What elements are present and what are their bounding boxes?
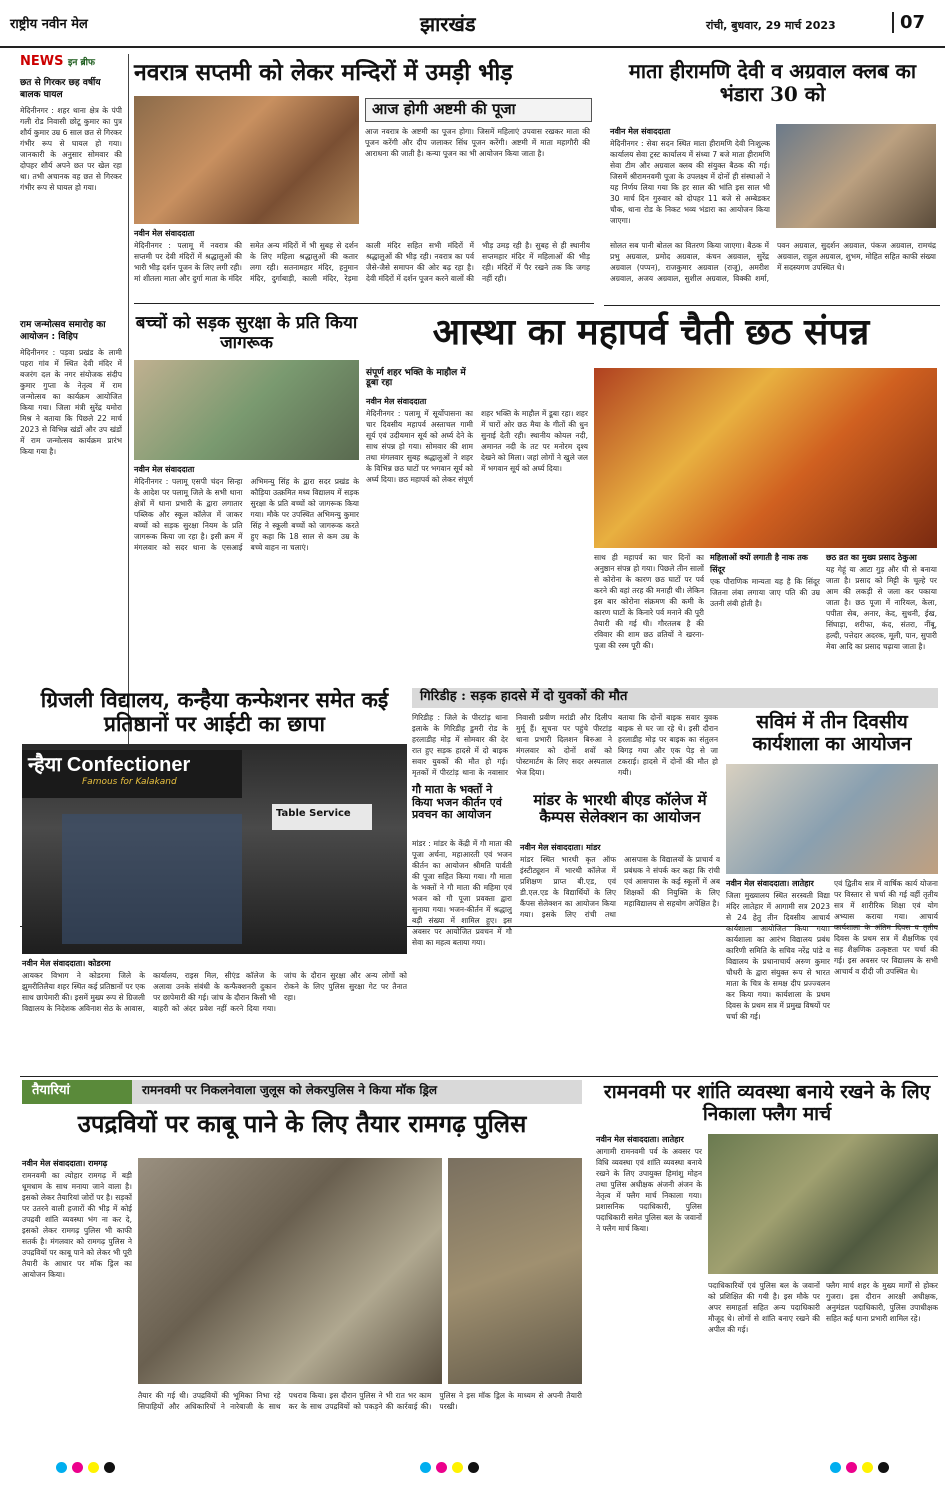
- news-sublabel: इन ब्रीफ: [68, 58, 95, 68]
- divider: [20, 1076, 938, 1077]
- ramgarh-body-2: तैयार की गई थी। उपद्रवियों की भूमिका निभा रहे सिपाहियों और अधिकारियों ने नारेबाजी के साथ पथराव किया। इस दौरान पुलिस ने भी रात भर काम कर के साथ उपद्रवियों को पकड़ने की कार्रवाई की। पुलिस ने इस मॉक ड्रिल के माध्यम से अपनी तैयारी परखी।: [138, 1391, 582, 1411]
- giridih-body: गिरिडीह : जिले के पीरटांड़ थाना इलाके के गिरिडीह डुमरी रोड के हरलाडीह मोड़ में सोमवार की देर रात हुए सड़क हादसे में दो बाइक सवार युवकों की मौत हो गई। मृतकों में पीरटांड़ थाना के नवासार निवासी प्रवीण मरांडी और दिलीप मुर्मू हैं। सूचना पर पहुंचे पीरटांड़ थाना प्रभारी दिलशन बिरुआ ने मंगलवार को दोनों शवों को पोस्टमार्टम के लिए सदर अस्पताल भेज दिया।: [412, 713, 612, 777]
- ramgarh-body: रामनवमी का त्योहार रामगढ़ में बड़ी धूमधाम के साथ मनाया जाने वाला है। इसको लेकर तैयारियां जोरों पर है। सड़कों पर उतरने वाली हजारों की भीड़ में कोई उपद्रवी शांति व्यवस्था भंग ना कर दे, इसको लेकर रामगढ़ पुलिस भी काफी सतर्क है। मंगलवार को रामगढ़ पुलिस ने उपद्रवियों पर काबू पाने को लेकर भी पूरी तैयारी के आधार पर मॉक ड्रिल का आयोजन किया।: [22, 1171, 132, 1279]
- navratri-headline: नवरात्र सप्तमी को लेकर मन्दिरों में उमड़ी भीड़: [134, 59, 513, 86]
- black-mark: [468, 1462, 479, 1473]
- ramgarh-headline: उपद्रवियों पर काबू पाने के लिए तैयार रामगढ़ पुलिस: [77, 1109, 527, 1138]
- chhath-body: मेदिनीनगर : पलामू में सूर्योपासना का चार दिवसीय महापर्व अस्ताचल गामी सूर्य एवं उदीयमान सूर्य को अर्घ्य देने के साथ संपन्न हो गया। सोमवार की शाम तथा मंगलवार सुबह श्रद्धालुओं ने शहर के विभिन्न छठ घाटों पर भगवान सूर्य को अर्घ्य दिया। छठ महापर्व को लेकर संपूर्ण शहर भक्ति के माहौल में डूबा रहा। शहर में चारों ओर छठ मैया के गीतों की धुन सुनाई देती रही। स्थानीय कोयल नदी, अमानत नदी के तट पर मनोरम दृश्य देखने को मिला। जहां लोगों ने खुले जल में भगवान सूर्य को अर्घ्य दिया।: [366, 409, 588, 484]
- magenta-mark: [846, 1462, 857, 1473]
- flag-march-byline: नवीन मेल संवाददाता। लातेहार: [596, 1135, 684, 1144]
- brief-item-1-title: छत से गिरकर छह वर्षीय बालक घायल: [20, 78, 101, 100]
- black-mark: [878, 1462, 889, 1473]
- yellow-mark: [862, 1462, 873, 1473]
- yellow-mark: [88, 1462, 99, 1473]
- magenta-mark: [436, 1462, 447, 1473]
- navratri-byline: नवीन मेल संवाददाता: [134, 229, 195, 238]
- shop-sign: न्हैया Confectioner: [28, 754, 191, 776]
- it-raid-body: आयकर विभाग ने कोडरमा जिले के झुमरीतिलैया शहर स्थित कई प्रतिष्ठानों पर एक साथ छापेमारी की। इसमें मुख्य रूप से ग्रिजली विद्यालय के निदेशक अविनाश सेठ के आवास, कार्यालय, राइस मिल, सीएंड कॉलेज के अलावा उनके संबंधी के कन्फैक्शनरी दुकान पर छापेमारी की गई। जांच के दौरान किसी भी बाहरी को अंदर प्रवेश नहीं करने दिया गया। जांच के दौरान सुरक्षा और अन्य लोगों को रोकने के लिए पुलिस सुरक्षा गेट पर तैनात रहा।: [22, 971, 407, 1013]
- campus-selection-headline: मांडर के भारथी बीएड कॉलेज में कैम्पस सेलेक्शन का आयोजन: [533, 791, 707, 827]
- it-raid-byline: नवीन मेल संवाददाता। कोडरमा: [22, 959, 111, 968]
- road-safety-body: मेदिनीनगर : पलामू एसपी चंदन सिन्हा के आदेश पर पलामू जिले के सभी थाना क्षेत्रों में थाना प्रभारी के द्वारा लगातार पब्लिक और स्कूल कॉलेज में जाकर बच्चों को सड़क सुरक्षा नियम के प्रति जागरूक किया जा रहा है। इसी क्रम में मंगलवार को सदर थाना के एसआई अभिमन्यु सिंह के द्वारा सदर प्रखंड के कौड़िया उत्क्रमित मध्य विद्यालय में सड़क सुरक्षा के प्रति बच्चों को जागरूक किया गया। मौके पर उपस्थित अभिमन्यु कुमार सिंह ने स्कूली बच्चों को जागरूक करते हुए कहा कि 18 साल से कम उम्र के बच्चे वाहन ना चलाएं।: [134, 477, 359, 552]
- flag-march-body-3: फ्लैग मार्च शहर के मुख्य मार्गों से होकर गुजरा। इस दौरान आरक्षी अधीक्षक, अनुमंडल पदाधिकारी, पुलिस उपाधीक्षक सहित कई थाना प्रभारी शामिल रहे।: [826, 1281, 938, 1323]
- giridih-bar: [412, 688, 938, 708]
- gau-mata-body: मांडर : मांडर के केंद्री में गौ माता की पूजा अर्चना, महाआरती एवं भजन कीर्तन का आयोजन श्रीमति पार्वती की पूजा सहित किया गया। गौ माता के भक्तों ने गौ माता की महिमा एवं भजन को गौ पूजा प्रवक्ता द्वारा सुनाया गया। भजन-कीर्तन में श्रद्धालु बड़ी संख्या में शामिल हुए। इस अवसर पर आयोजित प्रवचन में गौ सेवा का महत्व बताया गया।: [412, 839, 512, 947]
- chhath-kicker: संपूर्ण शहर भक्ति के माहौल में डूबा रहा: [366, 368, 466, 389]
- school-children-photo: [134, 360, 359, 460]
- road-safety-headline: बच्चों को सड़क सुरक्षा के प्रति किया जागरूक: [135, 313, 358, 353]
- bhandara-headline: माता हीरामणि देवी व अग्रवाल क्लब का भंडारा 30 को: [628, 59, 917, 106]
- yellow-mark: [452, 1462, 463, 1473]
- glass-window: [62, 814, 242, 944]
- campus-selection-body: मांडर स्थित भारथी कृत ऑफ इंस्टीट्यूशन में भारथी कॉलेज में प्रशिक्षण प्राप्त बी.एड, एवं डी.एल.एड के विद्यार्थियों के लिए कैंपस सेलेक्शन का आयोजन किया गया। इसके लिए रांची तथा आसपास के विद्यालयों के प्राचार्य व प्रबंधक ने संपर्क कर कहा कि रांची एवं आसपास के कई स्कूलों में अब शिक्षकों की नियुक्ति के लिए महाविद्यालय से सहयोग अपेक्षित है।: [520, 855, 720, 919]
- news-label: NEWS: [20, 54, 64, 69]
- sindoor-subhead: महिलाओं क्यों लगाती है नाक तक सिंदूर: [710, 553, 808, 574]
- mock-drill-photo: [138, 1158, 442, 1384]
- mock-drill-strip: [22, 1080, 582, 1104]
- workshop-body: जिला मुख्यालय स्थित सरस्वती विद्या मंदिर लातेहार में आगामी सत्र 2023 से 24 हेतु तीन दिवसीय आचार्य कार्यशाला आयोजित किया गया। कार्यशाला का आरंभ विद्यालय प्रबंध कारिणी समिति के सचिव नरेंद्र पांडे व विद्यालय के प्रधानाचार्य अरुण कुमार चौधरी के द्वारा संयुक्त रूप से भारत माता के चित्र के समक्ष दीप प्रज्ज्वलन कर किया गया। कार्यशाला के प्रथम दिवस के प्रथम सत्र में प्रमुख विषयों पर चर्चा की गई।: [726, 891, 830, 1021]
- ashtami-subhead: आज होगी अष्टमी की पूजा: [372, 100, 516, 118]
- magenta-mark: [72, 1462, 83, 1473]
- ashtami-subhead-box: [365, 98, 592, 122]
- navratri-body: मेदिनीनगर : पलामू में नवरात्र की सप्तमी पर देवी मंदिरों में श्रद्धालुओं की भारी भीड़ दर्शन पूजन के लिए लगी रही। मां शीतला माता और दुर्गा माता के मंदिर समेत अन्य मंदिरों में भी सुबह से दर्शन के लिए महिला श्रद्धालुओं की कतार लगा रही। सतनामहार मंदिर, हनुमान मंदिर, दुर्गाबाड़ी, काली मंदिर, रेड़मा काली मंदिर सहित सभी मंदिरों में श्रद्धालुओं की भीड़ रही। नवरात्र का पर्व जैसे-जैसे समापन की ओर बढ़ रहा है। देवी मंदिरों में दर्शन पूजन करने वालों की भीड़ उमड़ रही है। सुबह से ही स्थानीय सप्तमहार मंदिर में महिलाओं की भीड़ रही। मंदिरों में पैर रखने तक कि जगह नहीं रही।: [134, 241, 590, 283]
- strip-tag: तैयारियां: [32, 1083, 70, 1098]
- bhandara-body-2: सोलत सब पानी बोतल का वितरण किया जाएगा। बैठक में प्रभु अग्रवाल, प्रमोद अग्रवाल, कंचन अग्रवाल, सुरेंद्र अग्रवाल (पप्पन), राजकुमार अग्रवाल (राजू), अमरीश अग्रवाल, अजय अग्रवाल, सुशील अग्रवाल, विक्की शर्मा, पवन अग्रवाल, सुदर्शन अग्रवाल, पंकज अग्रवाल, रामचंद्र अग्रवाल, राहुल अग्रवाल, शुभम, मोहित सहित काफी संख्या में सदस्यगण उपस्थित थे।: [610, 241, 936, 283]
- campus-selection-byline: नवीन मेल संवाददाता। मांडर: [520, 843, 601, 852]
- section-title: झारखंड: [420, 12, 476, 36]
- giridih-headline: गिरिडीह : सड़क हादसे में दो युवकों की मौत: [420, 689, 628, 704]
- print-marks-footer: [0, 1448, 945, 1489]
- meeting-photo: [776, 124, 936, 228]
- cyan-mark: [830, 1462, 841, 1473]
- workshop-headline: सविमं में तीन दिवसीय कार्यशाला का आयोजन: [752, 711, 912, 755]
- divider: [604, 305, 940, 306]
- workshop-byline: नवीन मेल संवाददाता। लातेहार: [726, 879, 814, 888]
- workshop-photo: [726, 764, 938, 874]
- dateline: रांची, बुधवार, 29 मार्च 2023: [706, 19, 836, 32]
- shop-tagline: Famous for Kalakand: [82, 777, 177, 787]
- strip-text: रामनवमी पर निकलनेवाला जुलूस को लेकरपुलिस ने किया मॉक ड्रिल: [142, 1083, 438, 1097]
- flag-march-headline: रामनवमी पर शांति व्यवस्था बनाये रखने के लिए निकाला फ्लैग मार्च: [603, 1081, 931, 1125]
- brief-item-1-text: मेदिनीनगर : शहर थाना क्षेत्र के पंपी गली रोड निवासी छोटू कुमार का पुत्र शौर्य कुमार उम्र 6 साल छत से गिरकर गंभीर रूप से घायल हो गया। जानकारी के अनुसार सोमवार की दोपहर शौर्य अपने छत पर खेल रहा था। तभी अचानक वह छत से गिरकर गंभीर रूप से घायल हो गया।: [20, 106, 122, 192]
- masthead: [0, 0, 945, 48]
- cyan-mark: [420, 1462, 431, 1473]
- page-number: 07: [892, 12, 925, 33]
- confectioner-shop-photo: [22, 744, 407, 954]
- chhath-devotees-photo: [594, 368, 937, 548]
- it-raid-headline: ग्रिजली विद्यालय, कन्हैया कन्फेशनर समेत कई प्रतिष्ठानों पर आईटी का छापा: [40, 687, 389, 737]
- black-mark: [104, 1462, 115, 1473]
- temple-crowd-photo: [134, 96, 359, 224]
- chhath-byline: नवीन मेल संवाददाता: [366, 397, 427, 406]
- cyan-mark: [56, 1462, 67, 1473]
- gau-mata-headline: गौ माता के भक्तों ने किया भजन कीर्तन एवं प्रवचन का आयोजन: [412, 783, 502, 822]
- flag-march-body-2: पदाधिकारियों एवं पुलिस बल के जवानों को प्रशिक्षित की गयी है। इस मौके पर अपर समाहर्ता सहित अन्य पदाधिकारी मौजूद थे। लोगों से शांति बनाए रखने की अपील की गई।: [708, 1281, 820, 1334]
- divider: [134, 303, 594, 304]
- bhandara-body: मेदिनीनगर : सेवा सदन स्थित माता हीरामणि देवी निःशुल्क कार्यालय सेवा ट्रस्ट कार्यालय में संध्या 7 बजे माता हीरामणि सेवा टीम और अग्रवाल क्लब की संयुक्त बैठक की गई। जिसमें श्रीरामनवमी पूजा के उपलक्ष्य में दोनों ही संस्थाओं ने यह निर्णय लिया गया कि हर साल की भांति इस साल भी 30 मार्च दिन गुरुवार को दोपहर 11 बजे से अम्बेडकर चौक, थाना रोड के निकट भव्य भंडारा का आयोजन किया जाएगा।: [610, 139, 770, 225]
- newspaper-name: राष्ट्रीय नवीन मेल: [10, 17, 88, 32]
- sindoor-body: एक पौराणिक मान्यता यह है कि सिंदूर जितना लंबा लगाया जाए पति की उम्र उतनी लंबी होती है।: [710, 577, 820, 608]
- strip-tag-box: [22, 1080, 132, 1104]
- thekua-body: यह गेहूं या आटा गुड़ और घी से बनाया जाता है। प्रसाद को मिट्टी के चूल्हे पर आम की लकड़ी से जला कर पकाया जाता है। छठ पूजा में नारियल, केला, पपीता सेब, अनार, केद, सुथनी, ईख, सिंघाड़ा, शरीफा, कंद, संतरा, नींबू, हल्दी, पत्तेदार अदरक, मूली, पान, सुपारी मेवा आदि का प्रसाद चढ़ाया जाता है।: [826, 565, 937, 651]
- navratri-intro: आज नवरात्र के अष्टमी का पूजन होगा। जिसमें महिलाएं उपवास रखकर माता की पूजन करेंगी और दीप जलाकर सिंध पूजन करेंगी। अष्टमी में माता महागौरी की आराधना की जाती है। कन्या पूजन का भी आयोजन किया जाता है।: [365, 127, 590, 158]
- giridih-body-2: बताया कि दोनों बाइक सवार युवक बाइक से घर जा रहे थे। इसी दौरान हरलाडीह मोड़ पर बाइक का संतुलन बिगड़ गया और एक पेड़ से जा टकराई। हादसे में दोनों की मौत हो गयी।: [618, 713, 718, 777]
- workshop-body-2: एवं द्वितीय सत्र में वार्षिक कार्य योजना पर विस्तार से चर्चा की गई वहीं तृतीय सत्र में शारीरिक शिक्षा एवं योग अभ्यास कराया गया। आचार्य कार्यशाला के अंतिम दिवस व तृतीय दिवस के प्रथम सत्र में शैक्षणिक एवं सह शैक्षणिक उत्कृष्टता पर चर्चा की गई। इस अवसर पर विद्यालय के सभी आचार्य व दीदी जी उपस्थित थे।: [834, 879, 938, 976]
- chhath-headline: आस्था का महापर्व चैती छठ संपन्न: [432, 311, 870, 353]
- table-service-sign: Table Service: [272, 804, 372, 830]
- brief-item-2-title: राम जन्मोत्सव समारोह का आयोजन : विहिप: [20, 320, 106, 342]
- thekua-subhead: छठ व्रत का मुख्य प्रसाद ठेकुआ: [826, 553, 917, 562]
- flag-march-photo: [708, 1134, 938, 1274]
- chhath-body-2: साथ ही महापर्व का चार दिनों का अनुष्ठान संपन्न हो गया। पिछले तीन सालों से कोरोना के कारण छठ घाटों पर पर्व करने की वहां तरह की मनाही थी। लेकिन इस बार कोरोना संक्रमण की कमी के कारण घाटों के किनारे पर्व मनाने की पूरी तैयारी की गई थी। गौरतलब है की रविवार की शाम छठ व्रतियों ने खरना-पूजा की रस्म पूरी की।: [594, 553, 704, 650]
- bhandara-byline: नवीन मेल संवाददाता: [610, 127, 671, 136]
- brief-item-2-text: मेदिनीनगर : पड़वा प्रखंड के लामी पहरा गांव में स्थित देवी मंदिर में बजरंग दल के नगर संयोजक संदीप कुमार गुप्ता के नेतृत्व में राम जन्मोत्सव का कार्यक्रम आयोजित किया गया। जिला मंत्री सुरेंद्र यमोरा मिश्र ने बताया कि पिछले 22 मार्च 2023 से विभिन्न खंडों और उप खंडों में राम जन्मोत्सव कार्यक्रम प्रारंभ किया गया है।: [20, 348, 122, 456]
- ramgarh-byline: नवीन मेल संवाददाता। रामगढ़: [22, 1159, 108, 1168]
- police-squad-photo: [448, 1158, 582, 1384]
- road-safety-byline: नवीन मेल संवाददाता: [134, 465, 195, 474]
- flag-march-body: आगामी रामनवमी पर्व के अवसर पर विधि व्यवस्था एवं शांति व्यवस्था बनाये रखने के लिए उपायुक्त हिमांशु मोहन तथा पुलिस अधीक्षक अंजनी अंजन के नेतृत्व में फ्लैग मार्च निकाला गया। प्रशासनिक पदाधिकारी, पुलिस पदाधिकारी समेत पुलिस बल के जवानों ने फ्लैग मार्च किया।: [596, 1147, 702, 1233]
